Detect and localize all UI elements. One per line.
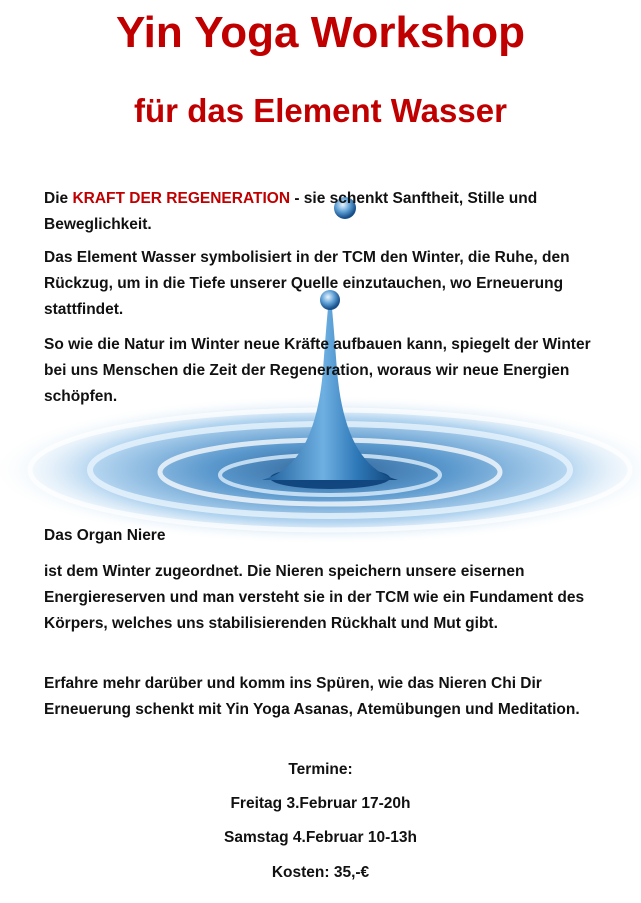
intro-paragraph	[44, 186, 604, 238]
page-subtitle: für das Element Wasser	[134, 92, 507, 129]
schedule-date-friday: Freitag 3.Februar 17-20h	[230, 795, 411, 812]
winter-paragraph: So wie die Natur im Winter neue Kräfte aufbauen kann, spiegelt der Winter bei uns Menschen die Zeit der Regeneration, woraus wir neue Energien schöpfen.	[44, 336, 591, 405]
schedule-heading: Termine:	[288, 761, 353, 778]
water-element-paragraph: Das Element Wasser symbolisiert in der TCM den Winter, die Ruhe, den Rückzug, um in die Tiefe unserer Quelle einzutauchen, wo Erneuerung stattfindet.	[44, 249, 570, 318]
organ-paragraph: ist dem Winter zugeordnet. Die Nieren speichern unsere eisernen Energiereserven und man versteht sie in der TCM wie ein Fundament des Körpers, welches uns stabilisierenden Rückhalt und Mut gibt.	[44, 563, 585, 632]
schedule-date-saturday: Samstag 4.Februar 10-13h	[224, 829, 417, 846]
invitation-paragraph: Erfahre mehr darüber und komm ins Spüren, wie das Nieren Chi Dir Erneuerung schenkt mit Yin Yoga Asanas, Atemübungen und Meditation.	[44, 675, 580, 718]
cost-text: Kosten: 35,-€	[271, 864, 370, 881]
page-title: Yin Yoga Workshop	[115, 8, 526, 57]
intro-prefix: Die	[44, 190, 73, 207]
intro-suffix: - sie schenkt Sanftheit, Stille und Beweglichkeit.	[44, 190, 538, 233]
organ-heading: Das Organ Niere	[44, 527, 166, 544]
intro-highlight: KRAFT DER REGENERATION	[72, 190, 291, 207]
